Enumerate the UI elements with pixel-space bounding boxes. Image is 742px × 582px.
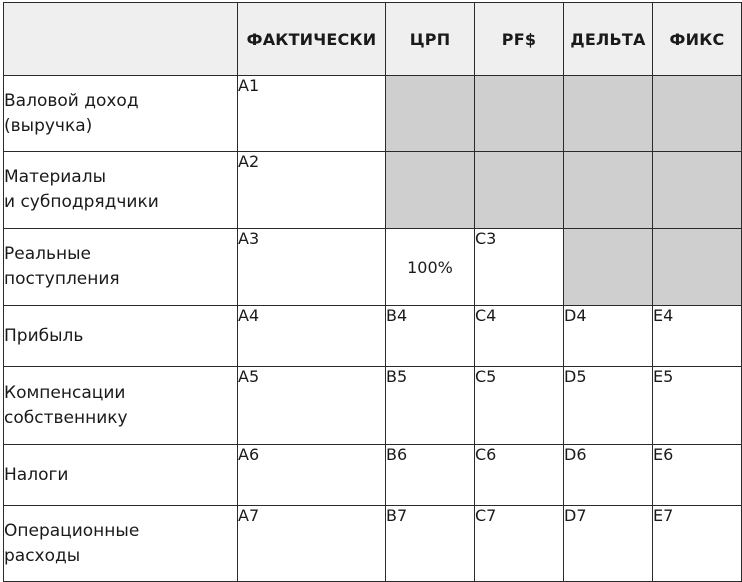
cell-shaded	[475, 76, 564, 152]
cell-e6: E6	[653, 445, 742, 506]
row-label-line: Реальные	[4, 244, 92, 264]
row-label-taxes	[4, 445, 238, 506]
row-label-gross-revenue	[4, 76, 238, 152]
cell-c3: C3	[475, 229, 564, 306]
cell-a7: A7	[238, 506, 386, 582]
cell-shaded	[564, 76, 653, 152]
cell-c4: C4	[475, 306, 564, 367]
row-label-line: и субподрядчики	[4, 192, 159, 212]
cell-b7: B7	[386, 506, 475, 582]
row-label-owner-comp	[4, 367, 238, 445]
table-row	[4, 506, 742, 582]
table-row	[4, 76, 742, 152]
cell-e4: E4	[653, 306, 742, 367]
cell-shaded	[653, 152, 742, 229]
table-row	[4, 367, 742, 445]
row-label-line: Налоги	[4, 464, 69, 485]
header-actual: ФАКТИЧЕСКИ	[238, 3, 386, 76]
cell-d6: D6	[564, 445, 653, 506]
cell-a5: A5	[238, 367, 386, 445]
row-label-line: поступления	[4, 269, 120, 289]
allocation-table	[3, 2, 742, 582]
cell-b5: B5	[386, 367, 475, 445]
cell-shaded	[653, 229, 742, 306]
header-pf: PF$	[475, 3, 564, 76]
row-label-line: Валовой доход	[4, 90, 139, 111]
cell-a6: A6	[238, 445, 386, 506]
cell-shaded	[386, 152, 475, 229]
cell-e7: E7	[653, 506, 742, 582]
cell-shaded	[564, 152, 653, 229]
table-row	[4, 229, 742, 306]
cell-a3: A3	[238, 229, 386, 306]
row-label-line: Компенсации	[4, 382, 126, 403]
row-label-line: Прибыль	[4, 325, 84, 346]
cell-d7: D7	[564, 506, 653, 582]
cell-d4: D4	[564, 306, 653, 367]
cell-c6: C6	[475, 445, 564, 506]
cell-shaded	[564, 229, 653, 306]
row-label-line: собственнику	[4, 407, 128, 428]
header-corner	[4, 3, 238, 76]
cell-a4: A4	[238, 306, 386, 367]
cell-b6: B6	[386, 445, 475, 506]
table-row	[4, 445, 742, 506]
cell-b3: 100%	[386, 229, 475, 306]
cell-shaded	[475, 152, 564, 229]
table-row	[4, 306, 742, 367]
row-label-real-revenue	[4, 229, 238, 306]
header-delta: ДЕЛЬТА	[564, 3, 653, 76]
cell-d5: D5	[564, 367, 653, 445]
row-label-materials	[4, 152, 238, 229]
row-label-profit	[4, 306, 238, 367]
cell-a2: A2	[238, 152, 386, 229]
row-label-line: Материалы	[4, 167, 106, 187]
cell-b4: B4	[386, 306, 475, 367]
cell-a1: A1	[238, 76, 386, 152]
row-label-line: Операционные	[4, 520, 140, 541]
cell-shaded	[653, 76, 742, 152]
header-fix: ФИКС	[653, 3, 742, 76]
cell-e5: E5	[653, 367, 742, 445]
header-tap: ЦРП	[386, 3, 475, 76]
header-row	[4, 3, 742, 76]
row-label-line: (выручка)	[4, 115, 93, 136]
cell-c5: C5	[475, 367, 564, 445]
table-row	[4, 152, 742, 229]
row-label-opex	[4, 506, 238, 582]
cell-shaded	[386, 76, 475, 152]
row-label-line: расходы	[4, 545, 81, 566]
cell-c7: C7	[475, 506, 564, 582]
